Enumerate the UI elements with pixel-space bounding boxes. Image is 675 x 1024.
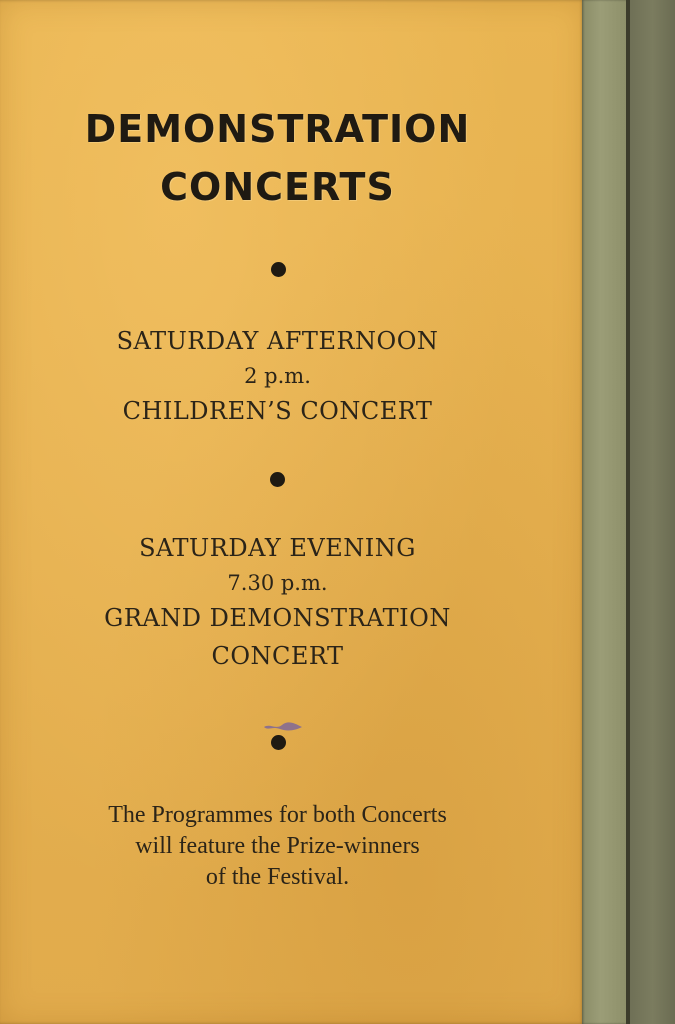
ink-smudge (262, 721, 304, 733)
evening-event-line-2: CONCERT (211, 642, 344, 670)
programme-note (0, 800, 555, 893)
afternoon-section (0, 322, 555, 430)
note-line-3: of the Festival. (205, 864, 350, 890)
afternoon-event: CHILDREN’S CONCERT (122, 397, 433, 425)
note-line-1: The Programmes for both Concerts (108, 802, 447, 828)
evening-event-line-1: GRAND DEMONSTRATION (104, 604, 451, 632)
evening-day: SATURDAY EVENING (139, 534, 416, 562)
evening-section (0, 529, 555, 675)
title-line-2: CONCERTS (160, 165, 395, 209)
evening-time: 7.30 p.m. (227, 571, 328, 595)
note-line-2: will feature the Prize-winners (135, 833, 420, 859)
afternoon-time: 2 p.m. (244, 364, 311, 388)
separator-dot-2 (270, 472, 285, 487)
separator-dot-3 (271, 735, 286, 750)
afternoon-day: SATURDAY AFTERNOON (116, 327, 439, 355)
cloth-spine (582, 0, 628, 1024)
back-board-edge (630, 0, 675, 1024)
separator-dot-1 (271, 262, 286, 277)
cover-title (0, 100, 555, 216)
title-line-1: DEMONSTRATION (84, 107, 471, 151)
